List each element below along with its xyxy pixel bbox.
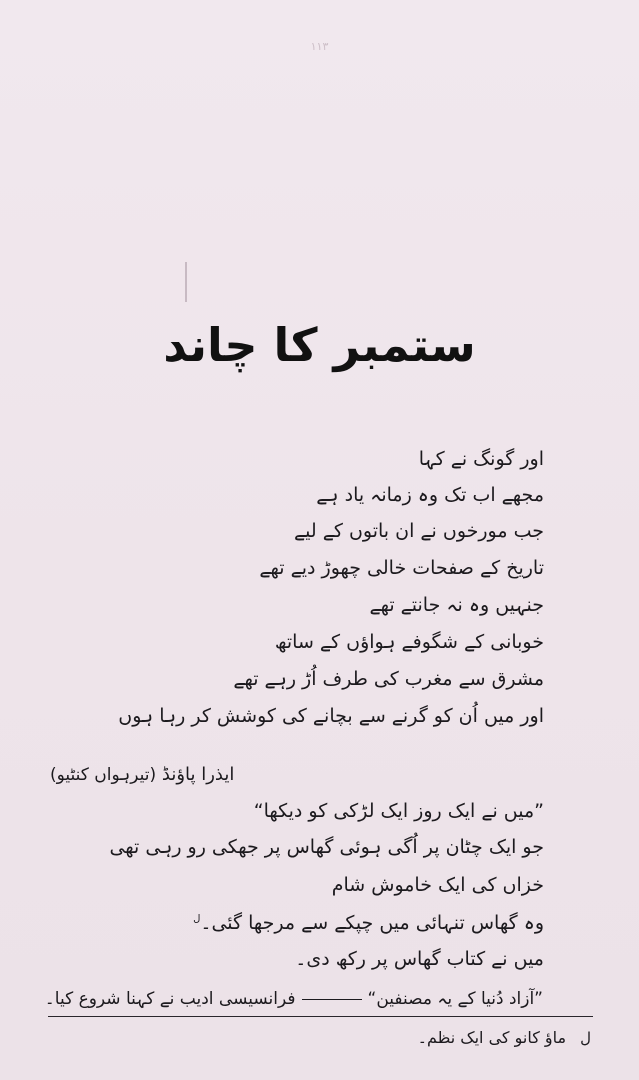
quote-line-1: ”میں نے ایک روز ایک لڑکی کو دیکھا“ — [253, 800, 544, 822]
closing-line — [45, 988, 543, 1009]
closing-line-rest: فرانسیسی ادیب نے کہنا شروع کیا۔ — [44, 989, 296, 1009]
quote-line-4 — [193, 912, 544, 934]
footnote-reference: ل — [193, 913, 201, 925]
poem-line-7: مشرق سے مغرب کی طرف اُڑ رہے تھے — [233, 668, 544, 690]
poem-line-6: خوبانی کے شگوفے ہواؤں کے ساتھ — [274, 631, 544, 653]
attribution-author: ایذرا پاؤنڈ — [161, 764, 235, 785]
quote-line-5: میں نے کتاب گھاس پر رکھ دی۔ — [295, 948, 544, 970]
chapter-title: ستمبر کا چاند — [163, 318, 476, 372]
poem-attribution — [50, 764, 234, 785]
poem-line-4: تاریخ کے صفحات خالی چھوڑ دیے تھے — [259, 557, 544, 579]
quote-line-4-text: وہ گھاس تنہائی میں چپکے سے مرجھا گئی۔ — [200, 912, 544, 934]
poem-line-5: جنہیں وہ نہ جانتے تھے — [369, 594, 544, 616]
fold-mark — [185, 262, 187, 302]
footnote — [418, 1028, 591, 1047]
poem-line-3: جب مورخوں نے ان باتوں کے لیے — [294, 520, 544, 542]
poem-line-1: اور گونگ نے کہا — [418, 448, 544, 470]
poem-line-8: اور میں اُن کو گرنے سے بچانے کی کوشش کر رہا ہوں — [118, 705, 544, 727]
poem-line-2: مجھے اب تک وہ زمانہ یاد ہے — [316, 484, 544, 506]
page-number: ۱۱۳ — [310, 40, 329, 53]
footnote-marker: ل — [580, 1029, 591, 1047]
quote-line-3: خزاں کی ایک خاموش شام — [331, 874, 544, 896]
closing-line-quote: ”آزاد دُنیا کے یہ مصنفین“ — [367, 989, 543, 1009]
quote-line-2: جو ایک چٹان پر اُگی ہوئی گھاس پر جھکی رو رہی تھی — [109, 836, 544, 858]
attribution-source: (تیرہواں کنٹیو) — [50, 765, 157, 785]
footnote-text: ماؤ کانو کی ایک نظم۔ — [417, 1028, 567, 1047]
closing-line-dash — [302, 999, 362, 1000]
footnote-divider — [48, 1016, 593, 1017]
